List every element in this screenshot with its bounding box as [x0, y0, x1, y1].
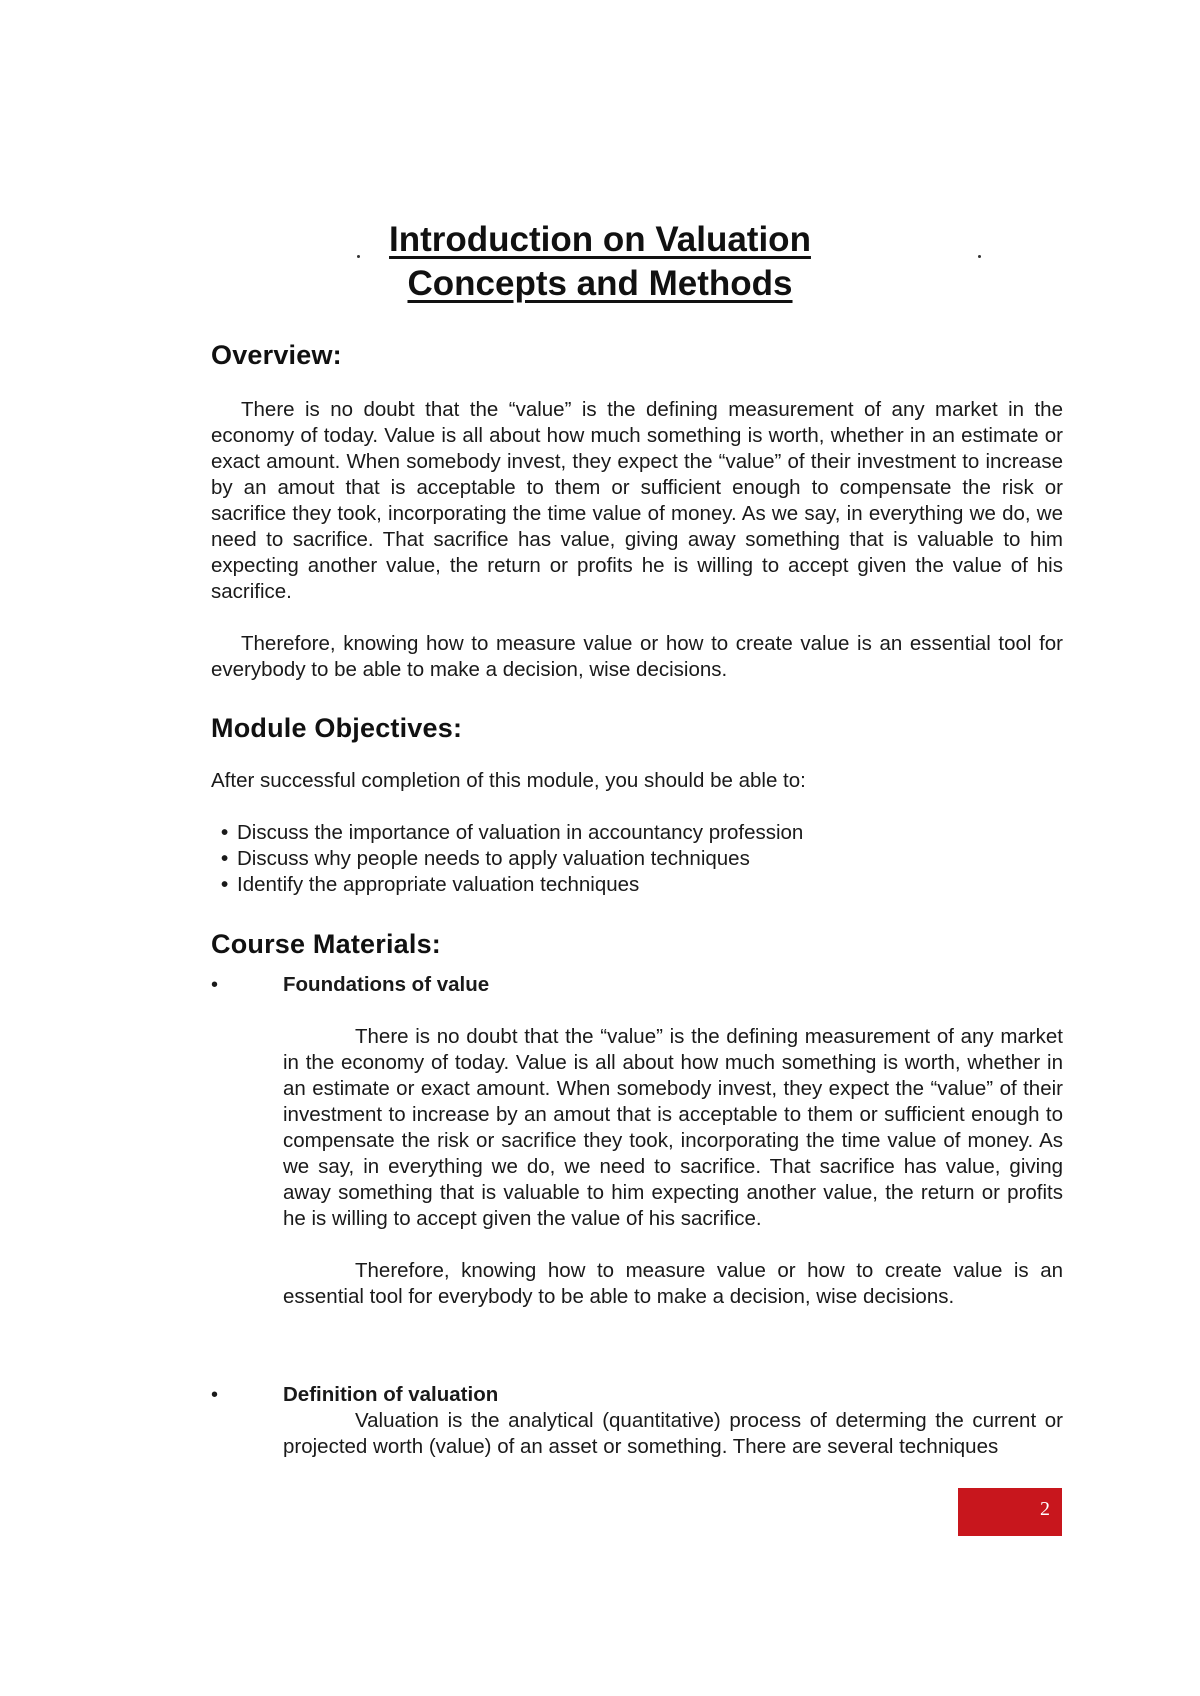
list-item [221, 820, 1063, 846]
objective-text: Discuss why people needs to apply valuation techniques [237, 847, 750, 870]
course-materials-section [211, 929, 1063, 960]
course-materials-heading: Course Materials: [211, 929, 441, 959]
overview-paragraph-1: There is no doubt that the “value” is the defining measurement of any market in the economy of today. Value is all about how much something is worth, whether in an estimate or exact amount. When somebody invest, they expect the “value” of their investment to increase by an amout that is acceptable to them or sufficient enough to compensate the risk or sacrifice they took, incorporating the time value of money. As we say, in everything we do, we need to sacrifice. That sacrifice has value, giving away something that is valuable to him expecting another value, the return or profits he is willing to accept given the value of his sacrifice. [211, 398, 1063, 603]
document-title [0, 218, 1200, 306]
title-line-2: Concepts and Methods [407, 264, 793, 303]
overview-paragraph-2: Therefore, knowing how to measure value or how to create value is an essential tool for everybody to be able to make a decision, wise decisions. [211, 632, 1063, 681]
bullet-icon: • [211, 974, 219, 996]
course-item-paragraph-1: There is no doubt that the “value” is the defining measurement of any market in the economy of today. Value is all about how much something is worth, whether in an estimate or exact amount. When somebody invest, they expect the “value” of their investment to increase by an amout that is acceptable to them or sufficient enough to compensate the risk or sacrifice they took, incorporating the time value of money. As we say, in everything we do, we need to sacrifice. That sacrifice has value, giving away something that is valuable to him expecting another value, the return or profits he is willing to accept given the value of his sacrifice. [283, 1025, 1063, 1230]
bullet-icon: • [221, 873, 229, 896]
bullet-icon: • [221, 821, 229, 844]
overview-heading: Overview: [211, 340, 342, 370]
list-item [221, 846, 1063, 872]
objective-text: Identify the appropriate valuation techniques [237, 873, 640, 896]
overview-section [211, 340, 1063, 683]
course-item-paragraph-2: Therefore, knowing how to measure value or how to create value is an essential tool for everybody to be able to make a decision, wise decisions. [283, 1259, 1063, 1308]
bullet-icon: • [221, 847, 229, 870]
objectives-heading: Module Objectives: [211, 713, 463, 743]
course-item-body [283, 1408, 1063, 1460]
objectives-section [211, 713, 1063, 898]
bullet-icon: • [211, 1384, 219, 1406]
course-item-body [283, 1024, 1063, 1310]
objective-text: Discuss the importance of valuation in accountancy profession [237, 821, 804, 844]
objectives-intro: After successful completion of this module, you should be able to: [211, 769, 806, 792]
course-item-paragraph-1: Valuation is the analytical (quantitative) process of determing the current or projected worth (value) of an asset or something. There are several techniques [283, 1409, 1063, 1458]
title-line-1: Introduction on Valuation [389, 220, 811, 259]
course-item-title: Foundations of value [283, 973, 490, 996]
course-item-title: Definition of valuation [283, 1383, 499, 1406]
objectives-list [211, 820, 1063, 898]
page-number-badge: 2 [958, 1488, 1062, 1536]
list-item [221, 872, 1063, 898]
